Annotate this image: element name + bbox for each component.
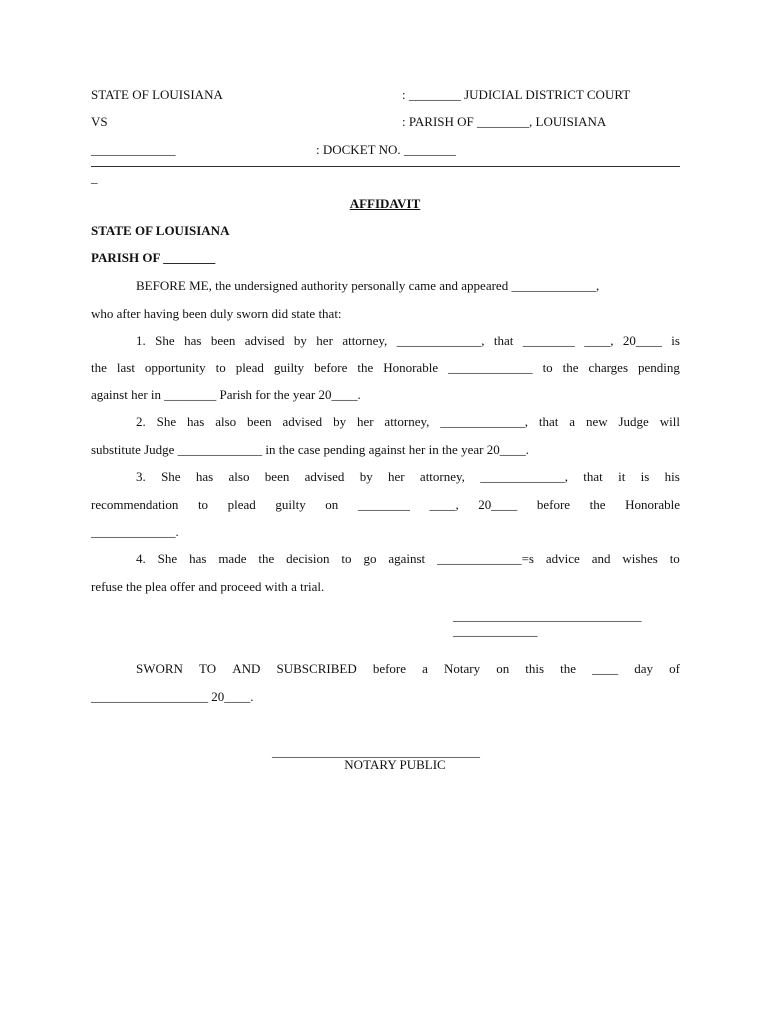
word: 3. — [136, 469, 146, 484]
word: guilty — [273, 360, 305, 375]
word: Honorable — [625, 497, 680, 512]
word: guilty — [275, 497, 306, 512]
word: Notary — [443, 661, 481, 676]
word: the — [589, 497, 606, 512]
word: against — [388, 551, 426, 566]
caption-court: : ________ JUDICIAL DISTRICT COURT — [402, 87, 631, 102]
word: ____, — [429, 497, 459, 512]
word: before — [372, 661, 407, 676]
word: 20____ — [622, 333, 662, 348]
para1-line-3: against her in ________ Parish for the year 20____. — [91, 387, 361, 402]
word: advised — [304, 469, 345, 484]
word: opportunity — [144, 360, 206, 375]
venue-state: STATE OF LOUISIANA — [91, 223, 230, 238]
word: to — [341, 551, 352, 566]
word: by — [359, 469, 373, 484]
notary-public-label: NOTARY PUBLIC — [344, 757, 446, 772]
word: advised — [282, 414, 323, 429]
word: She — [157, 551, 178, 566]
word: to — [215, 360, 226, 375]
caption-rule — [91, 166, 680, 167]
word: his — [664, 469, 680, 484]
para1-line-1 — [136, 333, 680, 349]
word: decision — [286, 551, 330, 566]
word: 20____ — [478, 497, 518, 512]
document-title: AFFIDAVIT — [349, 196, 421, 211]
word: been — [210, 333, 236, 348]
word: _____________, — [440, 414, 529, 429]
word: her — [316, 333, 333, 348]
caption-rule-tail: _ — [91, 170, 98, 185]
word: attorney, — [384, 414, 430, 429]
para1-line-2 — [91, 360, 680, 376]
word: the — [560, 661, 577, 676]
word: attorney, — [419, 469, 465, 484]
notary-signature-line: ________________________________ — [272, 744, 480, 759]
para4-line-1 — [136, 551, 680, 567]
word: is — [671, 333, 680, 348]
word: also — [215, 414, 237, 429]
word: She — [161, 469, 181, 484]
word: charges — [588, 360, 629, 375]
para2-line-2: substitute Judge _____________ in the case pending against her in the year 20____. — [91, 442, 529, 457]
word: day — [634, 661, 654, 676]
affiant-signature-line-2: _____________ — [453, 623, 538, 638]
word: has — [187, 414, 205, 429]
word: to — [542, 360, 553, 375]
word: is — [640, 469, 650, 484]
word: 1. — [136, 333, 146, 348]
word: plead — [235, 360, 264, 375]
caption-defendant-blank: _____________ — [91, 142, 176, 157]
word: has — [184, 333, 202, 348]
word: She — [156, 414, 177, 429]
word: SWORN — [136, 661, 183, 676]
word: recommendation — [91, 497, 179, 512]
word: has — [189, 551, 207, 566]
word: plead — [227, 497, 256, 512]
word: this — [525, 661, 545, 676]
word: and — [591, 551, 611, 566]
word: before — [536, 497, 571, 512]
word: of — [669, 661, 680, 676]
word: the — [562, 360, 579, 375]
word: attorney, — [342, 333, 388, 348]
word: ____, — [584, 333, 614, 348]
word: the — [357, 360, 374, 375]
word: that — [493, 333, 514, 348]
word: advised — [244, 333, 285, 348]
word: been — [264, 469, 290, 484]
word: also — [228, 469, 250, 484]
word: a — [422, 661, 428, 676]
word: before — [314, 360, 348, 375]
word: SUBSCRIBED — [276, 661, 357, 676]
word: Honorable — [383, 360, 439, 375]
word: last — [116, 360, 135, 375]
word: ________ — [522, 333, 575, 348]
para4-line-2: refuse the plea offer and proceed with a trial. — [91, 579, 325, 594]
caption-state: STATE OF LOUISIANA — [91, 87, 223, 102]
sworn-line-2: __________________ 20____. — [91, 689, 254, 704]
word: that — [538, 414, 559, 429]
word: go — [363, 551, 377, 566]
word: advice — [545, 551, 580, 566]
word: on — [496, 661, 510, 676]
word: to — [197, 497, 209, 512]
word: ________ — [357, 497, 410, 512]
word: by — [333, 414, 347, 429]
word: that — [583, 469, 603, 484]
word: 4. — [136, 551, 146, 566]
word: a — [569, 414, 576, 429]
caption-vs: VS — [91, 114, 108, 129]
word: to — [669, 551, 680, 566]
word: by — [293, 333, 307, 348]
intro-line-1: BEFORE ME, the undersigned authority personally came and appeared _____________, — [136, 278, 600, 293]
word: pending — [638, 360, 680, 375]
word: ____ — [592, 661, 619, 676]
sworn-line-1 — [136, 661, 680, 677]
affiant-signature-line: _____________________________ — [453, 608, 642, 623]
para3-line-2 — [91, 497, 680, 513]
word: _____________, — [480, 469, 568, 484]
word: 2. — [136, 414, 146, 429]
word: will — [659, 414, 680, 429]
word: the — [258, 551, 275, 566]
venue-parish: PARISH OF ________ — [91, 250, 216, 265]
caption-parish: : PARISH OF ________, LOUISIANA — [402, 114, 607, 129]
word: been — [247, 414, 272, 429]
caption-docket: : DOCKET NO. ________ — [316, 142, 456, 157]
word: She — [155, 333, 175, 348]
word: her — [356, 414, 374, 429]
word: AND — [232, 661, 261, 676]
word: on — [325, 497, 339, 512]
para2-line-1 — [136, 414, 680, 430]
word: the — [91, 360, 107, 375]
word: TO — [199, 661, 217, 676]
word: new — [585, 414, 608, 429]
para3-line-1 — [136, 469, 680, 485]
word: _____________=s — [437, 551, 534, 566]
word: her — [388, 469, 405, 484]
word: has — [195, 469, 214, 484]
word: _____________ — [448, 360, 533, 375]
word: Judge — [618, 414, 649, 429]
intro-line-2: who after having been duly sworn did state that: — [91, 306, 342, 321]
word: made — [218, 551, 247, 566]
para3-line-3: _____________. — [91, 524, 179, 539]
word: wishes — [622, 551, 658, 566]
word: _____________, — [396, 333, 485, 348]
word: it — [618, 469, 626, 484]
